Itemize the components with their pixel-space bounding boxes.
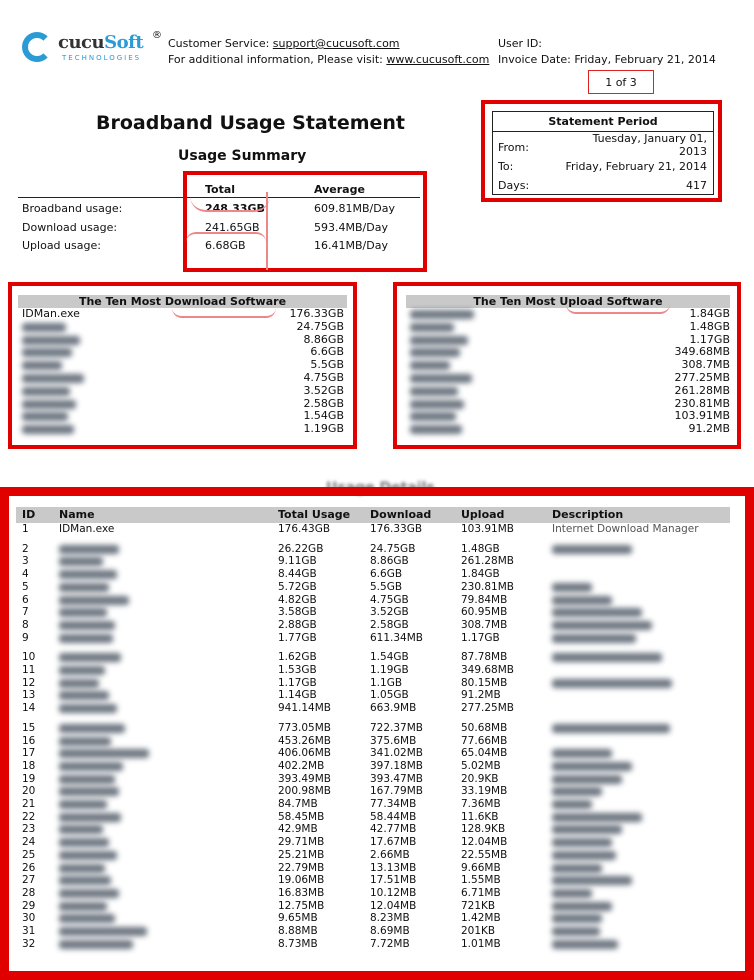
row-download: 2.58GB — [370, 618, 409, 631]
row-upload: 22.55MB — [461, 848, 508, 861]
row-id: 17 — [22, 747, 36, 760]
row-upload: 80.15MB — [461, 676, 508, 689]
software-usage-value: 349.68MB — [674, 345, 730, 359]
col-name: Name — [59, 508, 95, 521]
row-download: 12.04MB — [370, 899, 417, 912]
row-id: 10 — [22, 651, 36, 664]
row-upload: 11.6KB — [461, 810, 499, 823]
software-usage-value: 8.86GB — [303, 332, 344, 346]
row-id: 7 — [22, 606, 29, 619]
top-upload-title: The Ten Most Upload Software — [406, 295, 730, 308]
row-id: 30 — [22, 912, 36, 925]
row-id: 24 — [22, 836, 36, 849]
software-usage-value: 277.25MB — [674, 370, 730, 384]
row-download: 24.75GB — [370, 542, 416, 555]
pen-underline-mark — [190, 196, 270, 212]
software-usage-value: 91.2MB — [688, 422, 730, 436]
top-download-title: The Ten Most Download Software — [18, 295, 347, 308]
row-total-usage: 1.62GB — [278, 651, 317, 664]
row-id: 2 — [22, 542, 29, 555]
software-usage-value: 1.54GB — [303, 409, 344, 423]
row-id: 15 — [22, 721, 36, 734]
row-id: 19 — [22, 772, 36, 785]
row-id: 18 — [22, 759, 36, 772]
summary-label: Download usage: — [22, 221, 118, 234]
row-total-usage: 176.43GB — [278, 523, 331, 535]
statement-period-heading: Statement Period — [493, 112, 713, 132]
row-upload: 308.7MB — [461, 618, 508, 631]
row-total-usage: 941.14MB — [278, 702, 332, 715]
row-total-usage: 42.9MB — [278, 823, 318, 836]
row-id: 31 — [22, 925, 36, 937]
row-upload: 1.17GB — [461, 631, 500, 644]
logo-brand-part2: Soft — [104, 32, 144, 53]
row-upload: 1.42MB — [461, 912, 501, 925]
row-download: 42.77MB — [370, 823, 417, 836]
software-usage-value: 5.5GB — [310, 358, 344, 372]
row-id: 23 — [22, 823, 36, 836]
row-download: 8.86GB — [370, 555, 409, 568]
row-total-usage: 9.65MB — [278, 912, 318, 925]
row-download: 8.69MB — [370, 925, 410, 937]
row-total-usage: 26.22GB — [278, 542, 324, 555]
contact-info — [168, 36, 489, 68]
row-upload: 65.04MB — [461, 747, 508, 760]
logo-tagline: TECHNOLOGIES — [62, 54, 142, 62]
row-total-usage: 406.06MB — [278, 747, 332, 760]
summary-total: 6.68GB — [205, 239, 246, 252]
row-id: 6 — [22, 593, 29, 606]
row-id: 27 — [22, 874, 36, 887]
row-total-usage: 22.79MB — [278, 861, 325, 874]
usage-details-title: Usage Details — [326, 480, 435, 496]
row-download: 4.75GB — [370, 593, 409, 606]
row-download: 2.66MB — [370, 848, 410, 861]
usage-summary-highlight — [183, 171, 427, 272]
user-id-label: User ID: — [498, 37, 542, 50]
row-upload: 1.01MB — [461, 937, 501, 950]
summary-label: Upload usage: — [22, 239, 101, 252]
row-id: 21 — [22, 798, 36, 810]
period-to-label: To: — [498, 160, 514, 173]
row-id: 11 — [22, 664, 36, 676]
col-download: Download — [370, 508, 432, 521]
summary-total: 248.33GB — [205, 202, 265, 215]
row-upload: 6.71MB — [461, 886, 501, 899]
col-id: ID — [22, 508, 36, 521]
row-total-usage: 5.72GB — [278, 580, 317, 593]
row-upload: 60.95MB — [461, 606, 508, 619]
row-id: 29 — [22, 899, 36, 912]
row-upload: 12.04MB — [461, 836, 508, 849]
row-download: 611.34MB — [370, 631, 424, 644]
row-upload: 1.48GB — [461, 542, 500, 555]
row-total-usage: 25.21MB — [278, 848, 325, 861]
invoice-date-value: Friday, February 21, 2014 — [574, 53, 716, 66]
software-usage-value: 1.19GB — [303, 422, 344, 436]
row-total-usage: 1.17GB — [278, 676, 317, 689]
summary-average: 16.41MB/Day — [314, 239, 388, 252]
row-total-usage: 2.88GB — [278, 618, 317, 631]
row-id: 22 — [22, 810, 36, 823]
row-total-usage: 29.71MB — [278, 836, 325, 849]
row-upload: 87.78MB — [461, 651, 508, 664]
row-download: 1.1GB — [370, 676, 403, 689]
row-download: 393.47MB — [370, 772, 424, 785]
row-upload: 349.68MB — [461, 664, 515, 676]
row-total-usage: 4.82GB — [278, 593, 317, 606]
usage-summary-title: Usage Summary — [178, 148, 307, 164]
page-title: Broadband Usage Statement — [96, 112, 406, 134]
row-total-usage: 19.06MB — [278, 874, 325, 887]
row-download: 6.6GB — [370, 568, 403, 581]
row-total-usage: 8.73MB — [278, 937, 318, 950]
software-usage-value: 308.7MB — [681, 358, 730, 372]
row-upload: 50.68MB — [461, 721, 508, 734]
row-id: 1 — [22, 523, 29, 535]
row-download: 1.05GB — [370, 689, 409, 702]
col-total-usage: Total Usage — [278, 508, 351, 521]
row-upload: 20.9KB — [461, 772, 499, 785]
software-usage-value: 230.81MB — [674, 396, 730, 410]
row-total-usage: 9.11GB — [278, 555, 317, 568]
row-id: 12 — [22, 676, 36, 689]
row-download: 1.54GB — [370, 651, 409, 664]
top-download-highlight — [8, 282, 357, 449]
software-usage-value: 103.91MB — [674, 409, 730, 423]
row-upload: 1.84GB — [461, 568, 500, 581]
summary-total: 241.65GB — [205, 221, 260, 234]
period-days-value: 417 — [686, 179, 707, 192]
row-id: 25 — [22, 848, 36, 861]
row-id: 14 — [22, 702, 36, 715]
row-upload: 5.02MB — [461, 759, 501, 772]
row-id: 8 — [22, 618, 29, 631]
logo-ring-icon — [22, 32, 52, 62]
row-upload: 103.91MB — [461, 523, 515, 535]
row-upload: 33.19MB — [461, 785, 508, 798]
software-usage-value: 4.75GB — [303, 370, 344, 384]
row-upload: 128.9KB — [461, 823, 506, 836]
row-download: 3.52GB — [370, 606, 409, 619]
period-from-value-line2: 2013 — [679, 145, 707, 158]
statement-period-table — [492, 111, 714, 195]
usage-details-highlight — [0, 487, 754, 980]
row-total-usage: 16.83MB — [278, 886, 325, 899]
software-name: IDMan.exe — [22, 307, 80, 320]
summary-col-average: Average — [314, 183, 365, 196]
row-description: Internet Download Manager — [552, 523, 699, 535]
row-name: IDMan.exe — [59, 523, 115, 535]
row-upload: 79.84MB — [461, 593, 508, 606]
row-download: 10.12MB — [370, 886, 417, 899]
period-to-value: Friday, February 21, 2014 — [565, 160, 707, 173]
software-usage-value: 1.17GB — [689, 332, 730, 346]
row-total-usage: 773.05MB — [278, 721, 332, 734]
row-id: 28 — [22, 886, 36, 899]
row-total-usage: 1.14GB — [278, 689, 317, 702]
row-download: 176.33GB — [370, 523, 423, 535]
col-description: Description — [552, 508, 624, 521]
logo-brand-part1: cucu — [58, 32, 105, 53]
summary-col-total: Total — [205, 183, 236, 196]
row-download: 397.18MB — [370, 759, 424, 772]
row-id: 5 — [22, 580, 29, 593]
row-id: 4 — [22, 568, 29, 581]
row-id: 3 — [22, 555, 29, 568]
row-download: 341.02MB — [370, 747, 424, 760]
top-upload-highlight — [393, 282, 741, 449]
row-total-usage: 84.7MB — [278, 798, 318, 810]
row-download: 1.19GB — [370, 664, 409, 676]
row-upload: 9.66MB — [461, 861, 501, 874]
row-total-usage: 12.75MB — [278, 899, 325, 912]
row-id: 20 — [22, 785, 36, 798]
row-total-usage: 393.49MB — [278, 772, 332, 785]
software-usage-value: 3.52GB — [303, 383, 344, 397]
row-upload: 230.81MB — [461, 580, 515, 593]
row-total-usage: 200.98MB — [278, 785, 332, 798]
software-usage-value: 261.28MB — [674, 383, 730, 397]
service-email-link[interactable]: support@cucusoft.com — [272, 37, 400, 50]
software-usage-value: 24.75GB — [296, 319, 344, 333]
row-download: 167.79MB — [370, 785, 424, 798]
website-link[interactable]: www.cucusoft.com — [386, 53, 490, 66]
software-usage-value: 176.33GB — [289, 307, 344, 320]
logo-brand-text — [58, 32, 143, 53]
row-download: 8.23MB — [370, 912, 410, 925]
row-total-usage: 3.58GB — [278, 606, 317, 619]
registered-mark: ® — [152, 30, 162, 41]
row-total-usage: 58.45MB — [278, 810, 325, 823]
row-upload: 77.66MB — [461, 734, 508, 747]
col-upload: Upload — [461, 508, 505, 521]
period-from-value-line1: Tuesday, January 01, — [592, 132, 707, 145]
period-from-label: From: — [498, 141, 529, 154]
row-upload: 7.36MB — [461, 798, 501, 810]
cucusoft-logo — [22, 30, 162, 66]
row-total-usage: 8.44GB — [278, 568, 317, 581]
row-total-usage: 8.88MB — [278, 925, 318, 937]
row-download: 13.13MB — [370, 861, 417, 874]
row-download: 5.5GB — [370, 580, 403, 593]
row-upload: 721KB — [461, 899, 496, 912]
software-usage-value: 6.6GB — [310, 345, 344, 359]
row-download: 17.51MB — [370, 874, 417, 887]
row-download: 663.9MB — [370, 702, 417, 715]
row-download: 7.72MB — [370, 937, 410, 950]
row-download: 77.34MB — [370, 798, 417, 810]
row-id: 16 — [22, 734, 36, 747]
pen-curve-mark — [186, 232, 266, 242]
row-id: 32 — [22, 937, 36, 950]
summary-label: Broadband usage: — [22, 202, 123, 215]
row-id: 13 — [22, 689, 36, 702]
row-upload: 261.28MB — [461, 555, 515, 568]
service-label: Customer Service: — [168, 37, 270, 50]
pen-vertical-mark — [266, 192, 268, 270]
row-total-usage: 1.53GB — [278, 664, 317, 676]
row-download: 17.67MB — [370, 836, 417, 849]
row-download: 58.44MB — [370, 810, 417, 823]
invoice-meta — [498, 36, 716, 68]
row-upload: 277.25MB — [461, 702, 515, 715]
info-label: For additional information, Please visit: — [168, 53, 383, 66]
row-upload: 91.2MB — [461, 689, 501, 702]
row-id: 9 — [22, 631, 29, 644]
software-usage-value: 1.84GB — [689, 307, 730, 320]
row-download: 722.37MB — [370, 721, 424, 734]
row-download: 375.6MB — [370, 734, 417, 747]
row-total-usage: 453.26MB — [278, 734, 332, 747]
page-indicator: 1 of 3 — [588, 70, 654, 94]
software-usage-value: 2.58GB — [303, 396, 344, 410]
summary-average: 593.4MB/Day — [314, 221, 388, 234]
row-total-usage: 402.2MB — [278, 759, 325, 772]
row-upload: 201KB — [461, 925, 496, 937]
summary-average: 609.81MB/Day — [314, 202, 395, 215]
invoice-date-label: Invoice Date: — [498, 53, 571, 66]
software-usage-value: 1.48GB — [689, 319, 730, 333]
row-id: 26 — [22, 861, 36, 874]
row-upload: 1.55MB — [461, 874, 501, 887]
period-days-label: Days: — [498, 179, 530, 192]
row-total-usage: 1.77GB — [278, 631, 317, 644]
